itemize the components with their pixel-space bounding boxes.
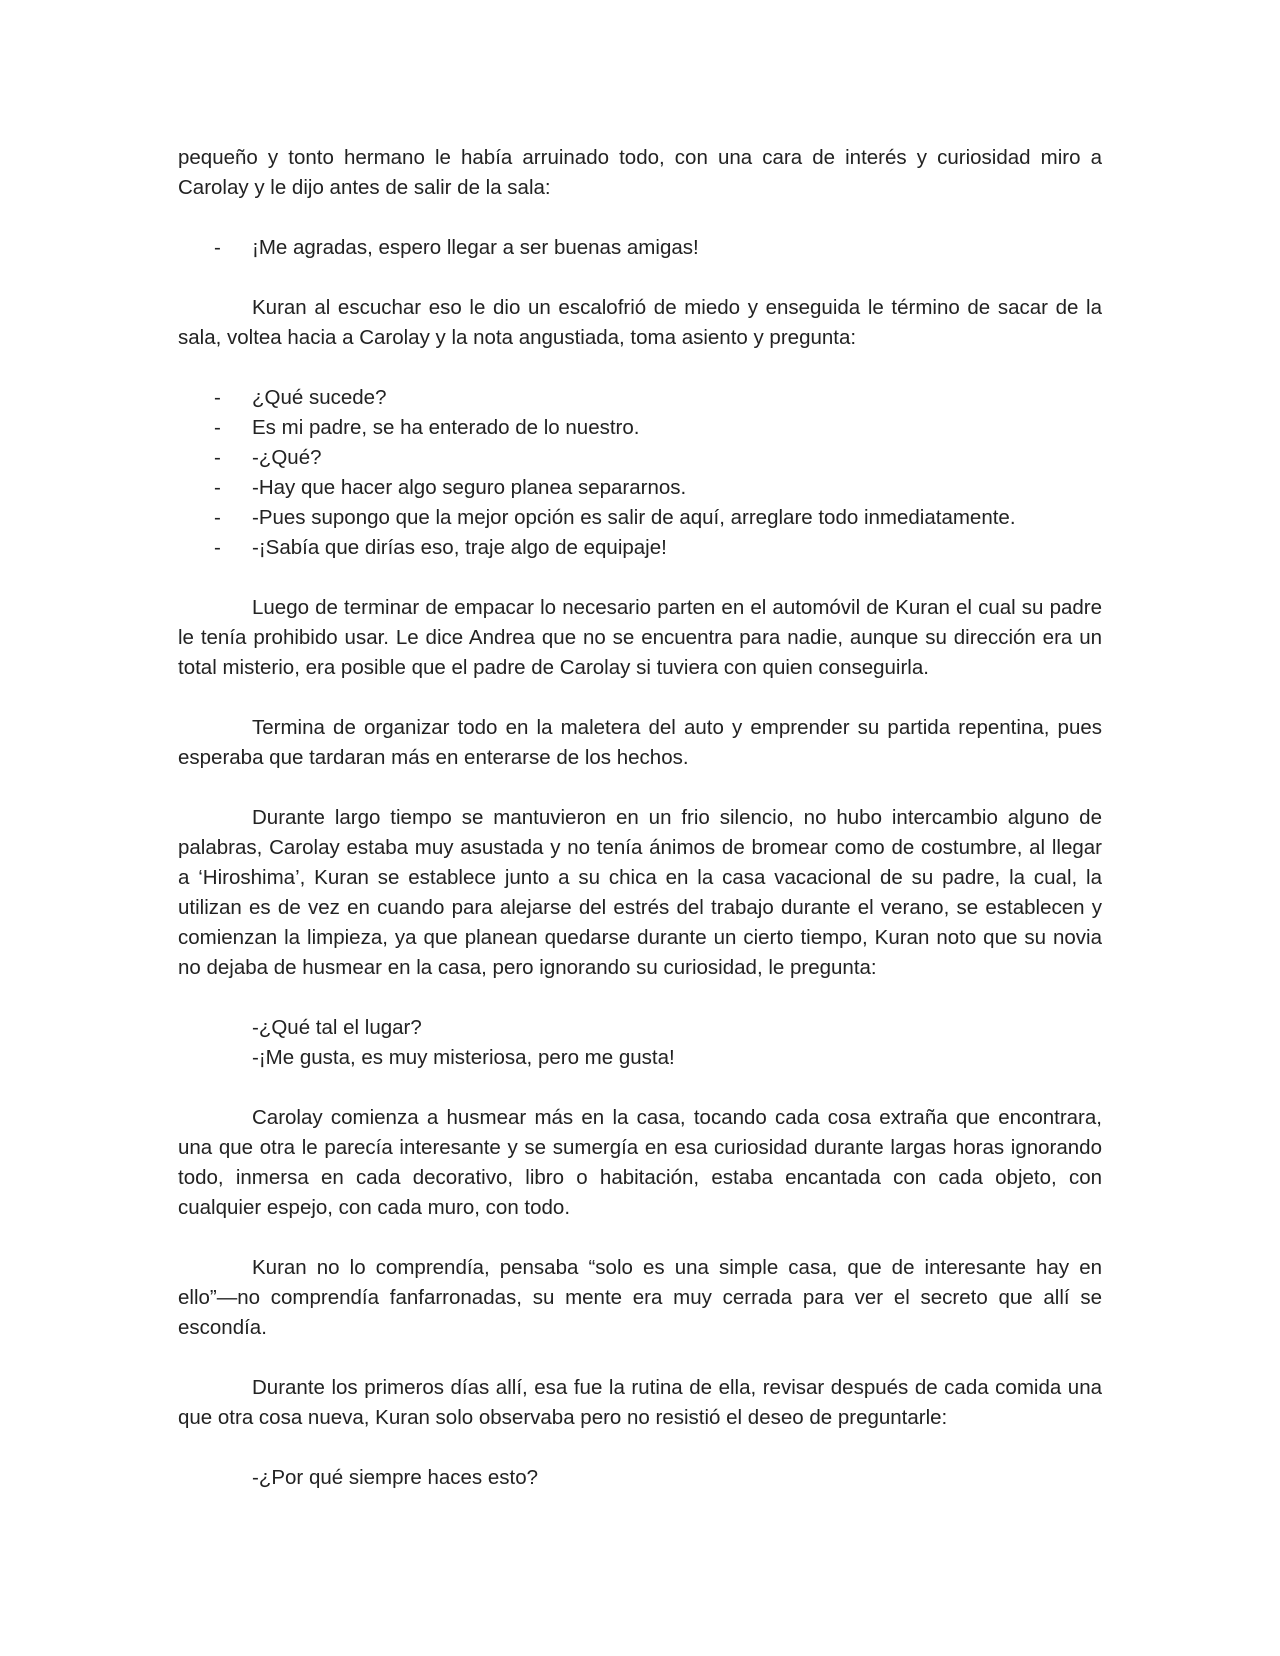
dialogue-text: Es mi padre, se ha enterado de lo nuestro. xyxy=(252,416,640,439)
list-item xyxy=(178,383,1102,413)
list-item xyxy=(178,443,1102,473)
dash-marker: - xyxy=(214,506,221,529)
dialogue-text: ¡Me agradas, espero llegar a ser buenas amigas! xyxy=(252,236,699,259)
list-item xyxy=(178,413,1102,443)
paragraph: Luego de terminar de empacar lo necesario parten en el automóvil de Kuran el cual su padre le tenía prohibido usar. Le dice Andrea que no se encuentra para nadie, aunque su dirección era un total misterio, era posible que el padre de Carolay si tuviera con quien conseguirla. xyxy=(178,596,1102,679)
paragraph: Termina de organizar todo en la maletera del auto y emprender su partida repentina, pues esperaba que tardaran más en enterarse de los hechos. xyxy=(178,716,1102,769)
dialogue-block xyxy=(178,1463,1102,1493)
dialogue-text: -¡Sabía que dirías eso, traje algo de equipaje! xyxy=(252,536,667,559)
dash-marker: - xyxy=(214,536,221,559)
dialogue-list xyxy=(178,233,1102,263)
paragraph: Durante largo tiempo se mantuvieron en un frio silencio, no hubo intercambio alguno de palabras, Carolay estaba muy asustada y no tenía ánimos de bromear como de costumbre, al llegar a ‘Hiroshima’, Kuran se establece junto a su chica en la casa vacacional de su padre, la cual, la utilizan es de vez en cuando para alejarse del estrés del trabajo durante el verano, se establecen y comienzan la limpieza, ya que planean quedarse durante un cierto tiempo, Kuran noto que su novia no dejaba de husmear en la casa, pero ignorando su curiosidad, le pregunta: xyxy=(178,806,1102,979)
list-item xyxy=(178,533,1102,563)
dash-marker: - xyxy=(214,446,221,469)
dialogue-line: -¡Me gusta, es muy misteriosa, pero me gusta! xyxy=(252,1046,675,1069)
dialogue-line: -¿Por qué siempre haces esto? xyxy=(252,1466,538,1489)
paragraph: Durante los primeros días allí, esa fue la rutina de ella, revisar después de cada comida una que otra cosa nueva, Kuran solo observaba pero no resistió el deseo de preguntarle: xyxy=(178,1376,1102,1429)
dialogue-text: -Hay que hacer algo seguro planea separarnos. xyxy=(252,476,687,499)
dash-marker: - xyxy=(214,386,221,409)
list-item xyxy=(178,473,1102,503)
dialogue-line: -¿Qué tal el lugar? xyxy=(252,1016,422,1039)
dialogue-text: ¿Qué sucede? xyxy=(252,386,387,409)
dash-marker: - xyxy=(214,476,221,499)
dialogue-text: -¿Qué? xyxy=(252,446,322,469)
paragraph: Carolay comienza a husmear más en la casa, tocando cada cosa extraña que encontrara, una que otra le parecía interesante y se sumergía en esa curiosidad durante largas horas ignorando todo, inmersa en cada decorativo, libro o habitación, estaba encantada con cada objeto, con cualquier espejo, con cada muro, con todo. xyxy=(178,1106,1102,1219)
dash-marker: - xyxy=(214,416,221,439)
document-body xyxy=(178,143,1102,1523)
list-item xyxy=(178,503,1102,533)
paragraph: Kuran al escuchar eso le dio un escalofrió de miedo y enseguida le término de sacar de la sala, voltea hacia a Carolay y la nota angustiada, toma asiento y pregunta: xyxy=(178,296,1102,349)
list-item xyxy=(178,233,1102,263)
dialogue-text: -Pues supongo que la mejor opción es salir de aquí, arreglare todo inmediatamente. xyxy=(252,506,1016,529)
dialogue-list xyxy=(178,383,1102,563)
paragraph: Kuran no lo comprendía, pensaba “solo es una simple casa, que de interesante hay en ello”—no comprendía fanfarronadas, su mente era muy cerrada para ver el secreto que allí se escondía. xyxy=(178,1256,1102,1339)
dash-marker: - xyxy=(214,236,221,259)
dialogue-block xyxy=(178,1013,1102,1073)
paragraph: pequeño y tonto hermano le había arruinado todo, con una cara de interés y curiosidad miro a Carolay y le dijo antes de salir de la sala: xyxy=(178,146,1102,199)
